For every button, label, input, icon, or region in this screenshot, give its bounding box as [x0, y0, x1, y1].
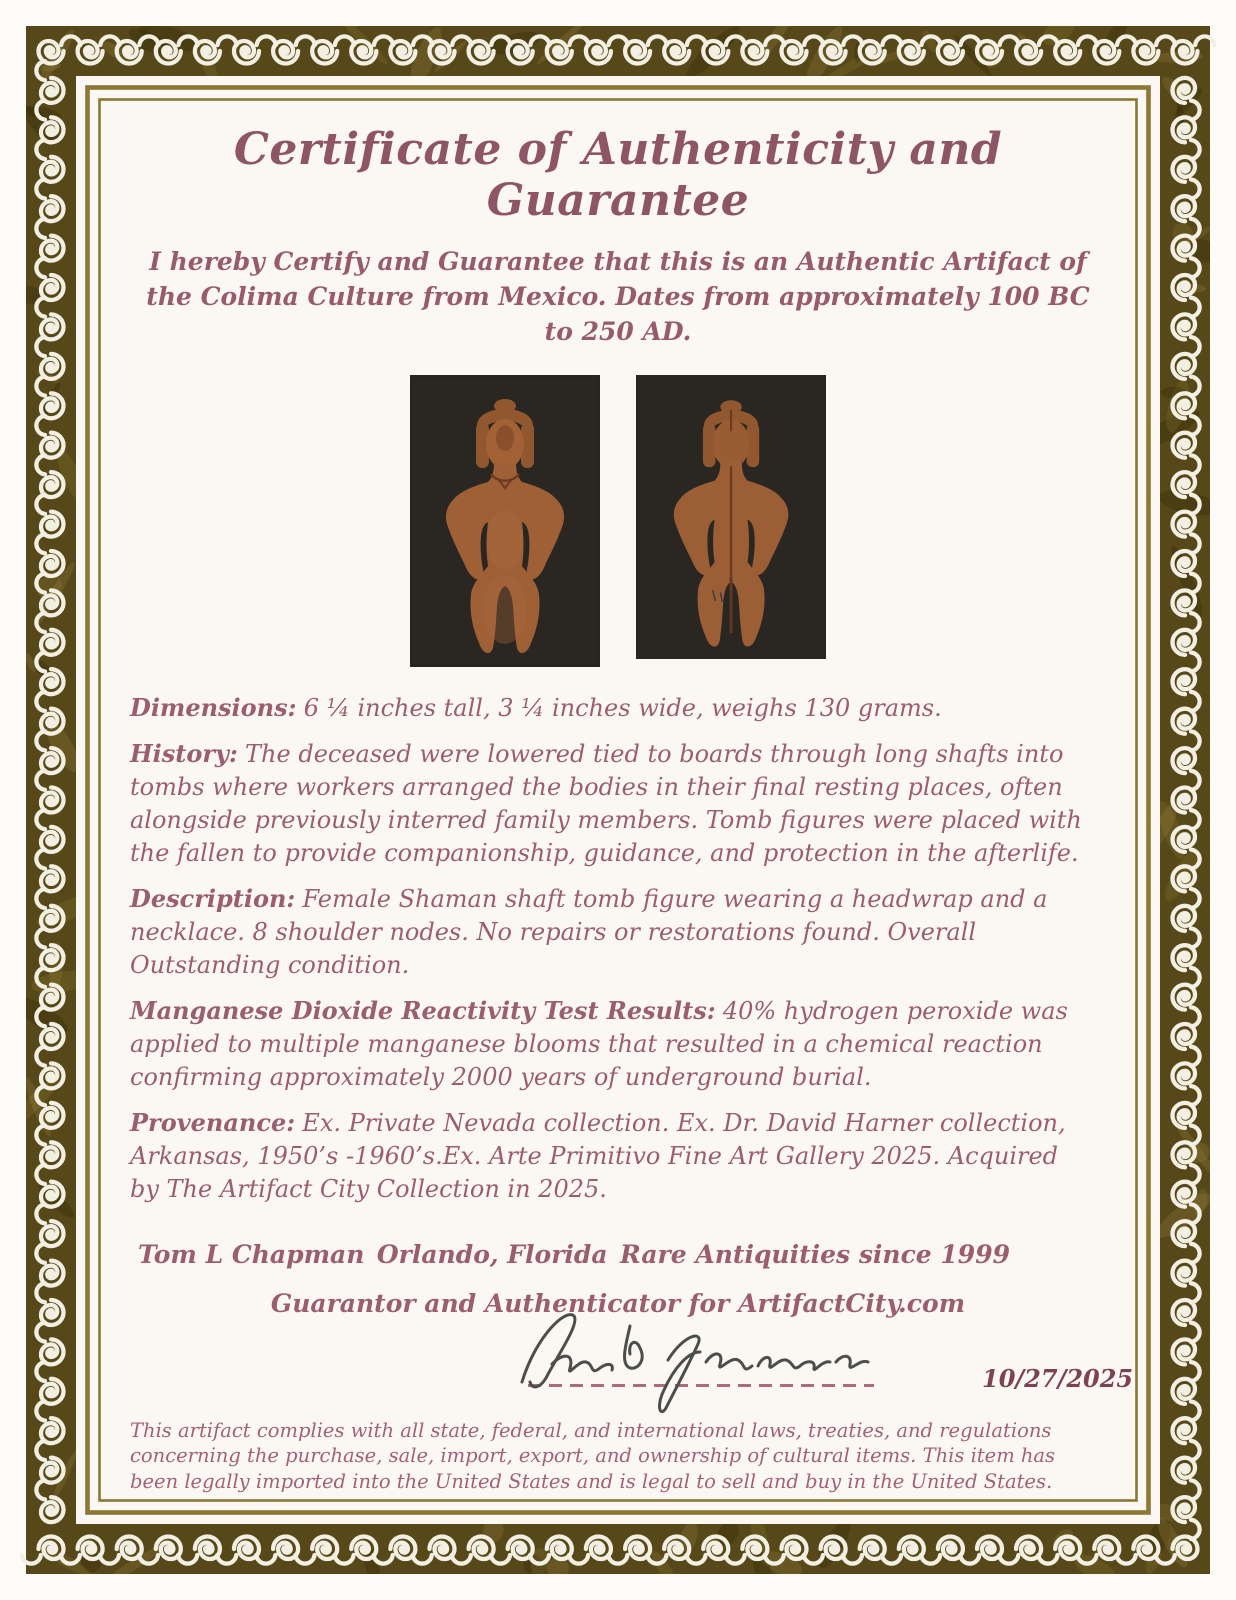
legal-compliance-text: This artifact complies with all state, federal, and international laws, treaties, and regulations concerning the purchase, sale, import, export, and ownership of cultural items. This item has been legally imported into the United States and is legal to sell and buy in the United States. [130, 1419, 1056, 1493]
section-label: Description: [130, 884, 296, 913]
section-label: Manganese Dioxide Reactivity Test Results: [130, 996, 716, 1025]
section-manganese-test [130, 994, 1092, 1094]
section-text: The deceased were lowered tied to boards through long shafts into tombs where workers arranged the bodies in their final resting places, often alongside previously interred family members. Tomb figures were placed with the fallen to provide companionship, guidance, and protection in the afterlife. [130, 740, 1082, 867]
certificate-title: Certificate of Authenticity and Guarantee [233, 124, 1003, 226]
section-text: 40% hydrogen peroxide was applied to multiple manganese blooms that resulted in a chemical reaction confirming approximately 2000 years of underground burial. [130, 997, 1068, 1091]
certificate-content [130, 112, 1134, 1494]
signer-tagline: Rare Antiquities since 1999 [620, 1240, 1010, 1269]
section-provenance [130, 1106, 1092, 1206]
section-label: History: [130, 739, 238, 768]
certificate-sections [130, 691, 1106, 1206]
signature-date: 10/27/2025 [982, 1364, 1134, 1393]
section-text: Ex. Private Nevada collection. Ex. Dr. David Harner collection, Arkansas, 1950’s -1960’s.Ex. Arte Primitivo Fine Art Gallery 2025. Acquired by The Artifact City Collection in 2025. [130, 1109, 1066, 1203]
signature-area [130, 1322, 1134, 1410]
artifact-photo-front [410, 375, 600, 667]
signer-info-row [130, 1240, 1010, 1269]
section-description [130, 882, 1092, 982]
section-dimensions [130, 691, 1092, 725]
handwritten-signature-graphic [508, 1294, 888, 1420]
section-text: Female Shaman shaft tomb figure wearing a headwrap and a necklace. 8 shoulder nodes. No repairs or restorations found. Overall Outstanding condition. [130, 885, 1048, 979]
signer-location: Orlando, Florida [376, 1240, 608, 1269]
artifact-photos-row [130, 375, 1106, 667]
section-history [130, 737, 1092, 870]
signer-name: Tom L Chapman [138, 1240, 365, 1269]
artifact-photo-back [636, 375, 826, 659]
guarantor-role-line: Guarantor and Authenticator for ArtifactCity.com [270, 1289, 966, 1318]
section-text: 6 ¼ inches tall, 3 ¼ inches wide, weighs 130 grams. [303, 694, 942, 722]
certification-statement: I hereby Certify and Guarantee that this is an Authentic Artifact of the Colima Culture from Mexico. Dates from approximately 100 BC to 250 AD. [146, 247, 1090, 346]
section-label: Provenance: [130, 1108, 296, 1137]
section-label: Dimensions: [130, 693, 297, 722]
